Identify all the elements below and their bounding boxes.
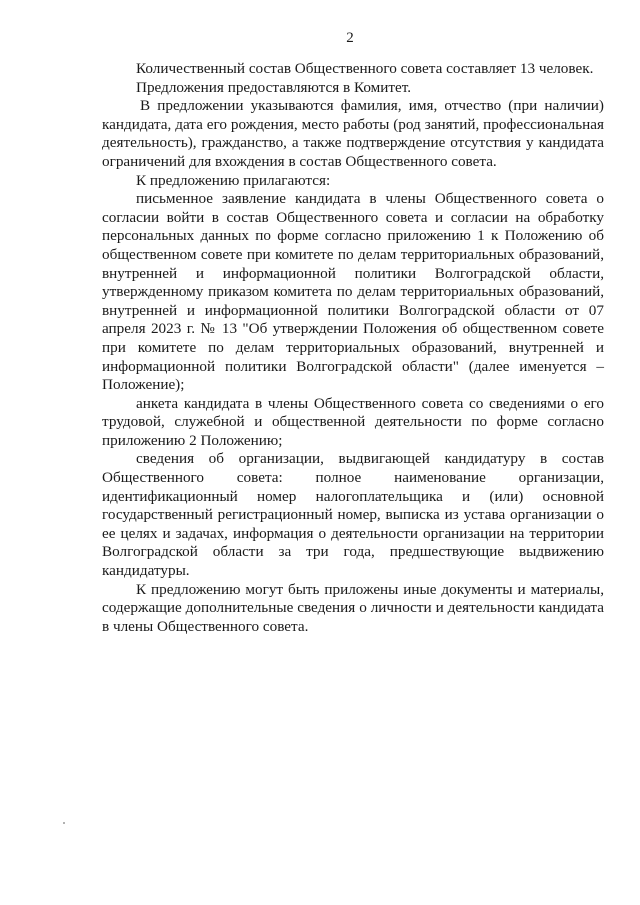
paragraph-written-application: письменное заявление кандидата в члены Общественного совета о согласии войти в состав Общественного совета и согласии на обработку персональных данных по форме согласно приложению 1 к Положению об общественном совете при комитете по делам территориальных образований, внутренней и информационной политики Волгоградской области, утвержденному приказом комитета по делам территориальных образований, внутренней и информационной политики Волгоградской области от 07 апреля 2023 г. № 13 "Об утверждении Положения об общественном совете при комитете по делам территориальных образований, внутренней и информационной политики Волгоградской области" (далее именуется – Положение);	[102, 190, 604, 394]
paragraph-council-size: Количественный состав Общественного совета составляет 13 человек.	[136, 60, 594, 77]
document-body	[102, 60, 604, 636]
paragraph-attachments-intro: К предложению прилагаются:	[136, 171, 331, 189]
scan-artifact	[63, 822, 65, 824]
paragraph-submission-to-committee: Предложения предоставляются в Комитет.	[136, 78, 412, 96]
paragraph-organization-details: сведения об организации, выдвигающей кандидатуру в состав Общественного совета: полное наименование организации, идентификационный номер налогоплательщика и (или) основной государственный регистрационный номер, выписка из устава организации о ее целях и задачах, информация о деятельности организации на территории Волгоградской области за три года, предшествующие выдвижению кандидатуры.	[102, 450, 604, 580]
paragraph-additional-documents: К предложению могут быть приложены иные документы и материалы, содержащие дополнительные сведения о личности и деятельности кандидата в члены Общественного совета.	[102, 580, 604, 635]
paragraph-candidate-questionnaire: анкета кандидата в члены Общественного совета со сведениями о его трудовой, служебной и общественной деятельности по форме согласно приложению 2 Положению;	[102, 394, 604, 449]
paragraph-proposal-contents: В предложении указываются фамилия, имя, отчество (при наличии) кандидата, дата его рождения, место работы (род занятий, профессиональная деятельность), гражданство, а также подтверждение отсутствия у кандидата ограничений для вхождения в состав Общественного совета.	[102, 97, 604, 170]
page-number: 2	[346, 30, 354, 46]
